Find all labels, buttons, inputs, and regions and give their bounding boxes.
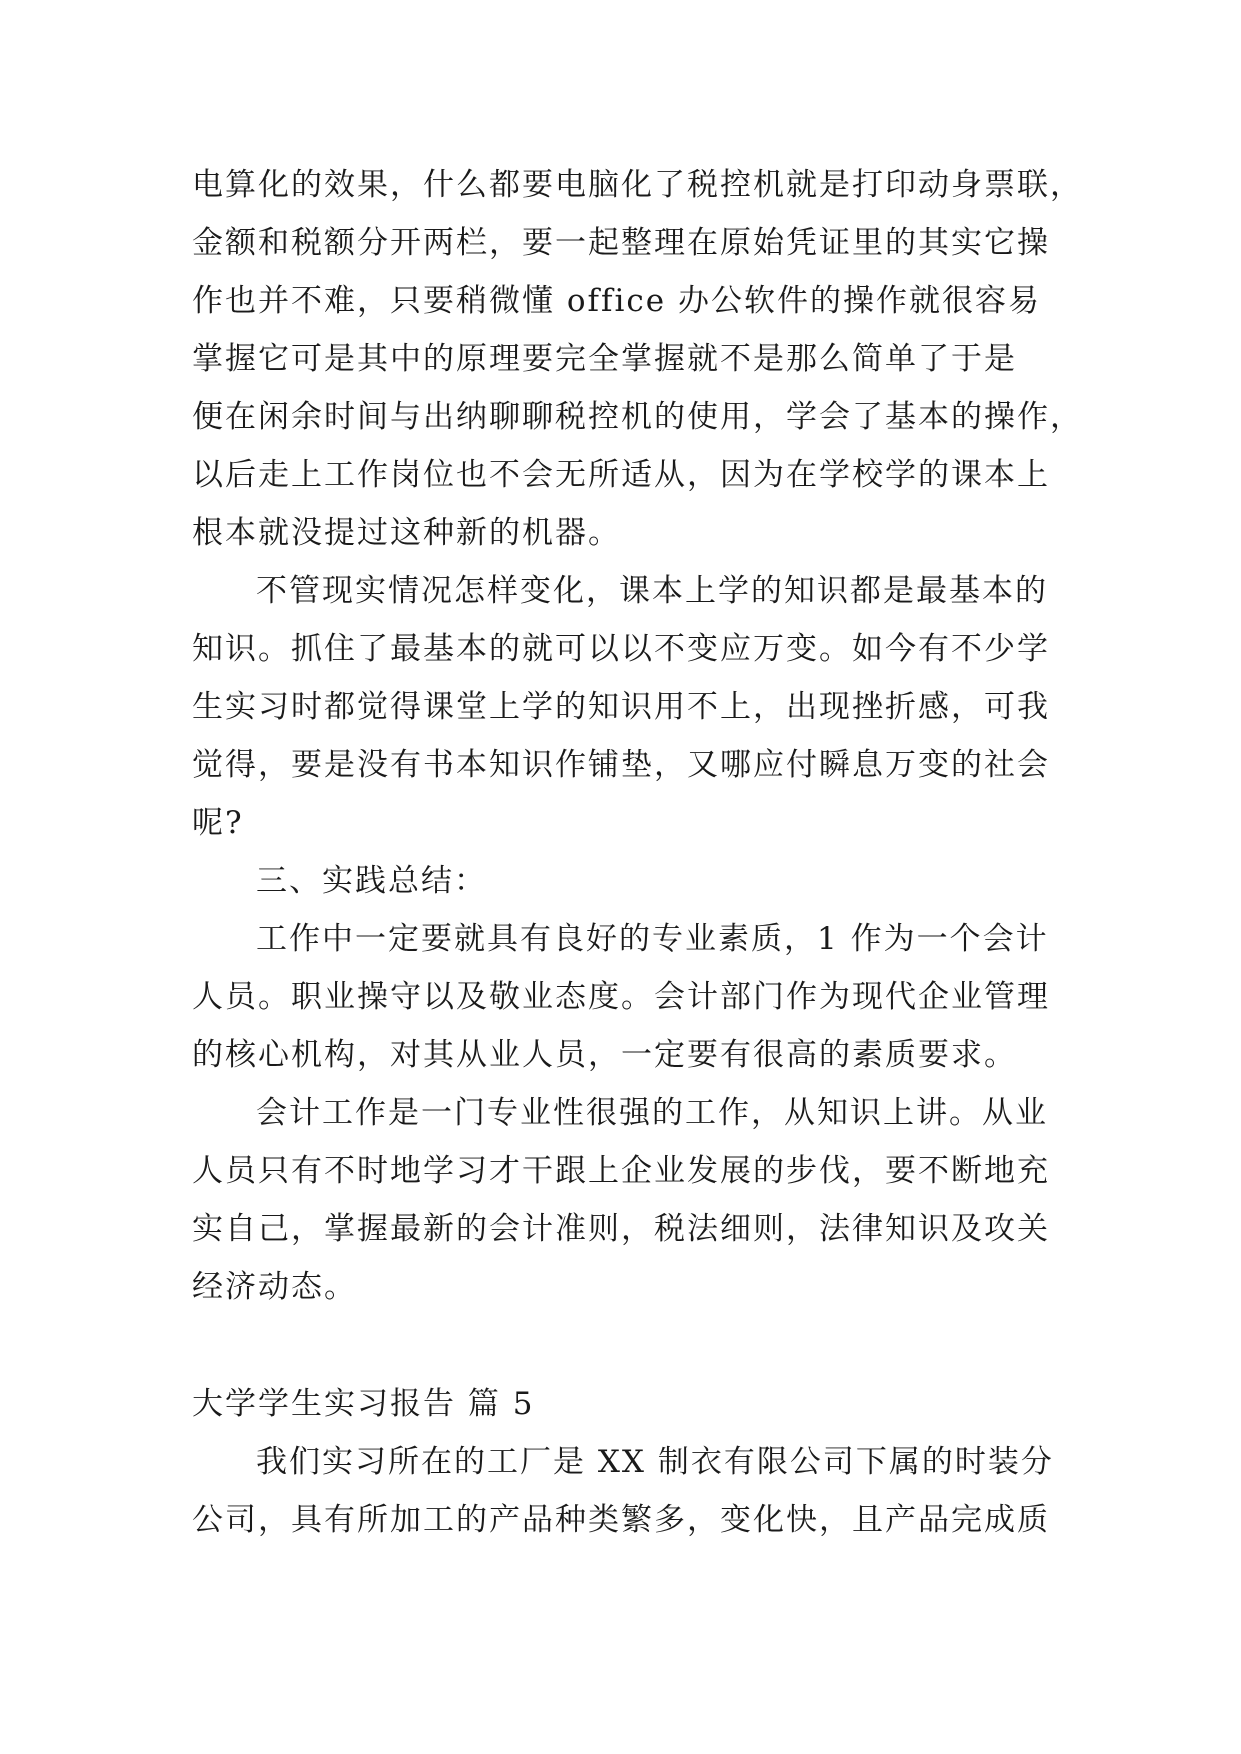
paragraph-line: 以后走上工作岗位也不会无所适从，因为在学校学的课本上 xyxy=(192,457,1050,493)
paragraph-line: 便在闲余时间与出纳聊聊税控机的使用，学会了基本的操作， xyxy=(192,399,1083,435)
paragraph-line: 会计工作是一门专业性很强的工作，从知识上讲。从业 xyxy=(256,1095,1048,1131)
paragraph-line: 知识。抓住了最基本的就可以以不变应万变。如今有不少学 xyxy=(192,631,1050,667)
paragraph-line: 掌握它可是其中的原理要完全掌握就不是那么简单了于是 xyxy=(192,341,1017,377)
paragraph-line: 经济动态。 xyxy=(192,1269,357,1305)
paragraph-line: 根本就没提过这种新的机器。 xyxy=(192,515,621,551)
section-heading: 三、实践总结： xyxy=(256,863,487,899)
paragraph-line: 人员只有不时地学习才干跟上企业发展的步伐，要不断地充 xyxy=(192,1153,1050,1189)
document-heading: 大学学生实习报告 篇 5 xyxy=(192,1386,535,1422)
paragraph-line: 呢? xyxy=(192,805,244,841)
paragraph-line: 人员。职业操守以及敬业态度。会计部门作为现代企业管理 xyxy=(192,979,1050,1015)
paragraph-line: 实自己，掌握最新的会计准则，税法细则，法律知识及攻关 xyxy=(192,1211,1050,1247)
paragraph-line: 作也并不难，只要稍微懂 office 办公软件的操作就很容易 xyxy=(192,283,1041,319)
paragraph-line: 的核心机构，对其从业人员，一定要有很高的素质要求。 xyxy=(192,1037,1017,1073)
paragraph-line: 不管现实情况怎样变化，课本上学的知识都是最基本的 xyxy=(256,573,1048,609)
paragraph-line: 电算化的效果，什么都要电脑化了税控机就是打印动身票联， xyxy=(192,167,1083,203)
paragraph-line: 金额和税额分开两栏，要一起整理在原始凭证里的其实它操 xyxy=(192,225,1050,261)
paragraph-line: 觉得，要是没有书本知识作铺垫，又哪应付瞬息万变的社会 xyxy=(192,747,1050,783)
paragraph-line: 公司，具有所加工的产品种类繁多，变化快，且产品完成质 xyxy=(192,1502,1050,1538)
paragraph-line: 工作中一定要就具有良好的专业素质，1 作为一个会计 xyxy=(256,921,1049,957)
paragraph-line: 我们实习所在的工厂是 XX 制衣有限公司下属的时装分 xyxy=(256,1444,1054,1480)
paragraph-line: 生实习时都觉得课堂上学的知识用不上，出现挫折感，可我 xyxy=(192,689,1050,725)
